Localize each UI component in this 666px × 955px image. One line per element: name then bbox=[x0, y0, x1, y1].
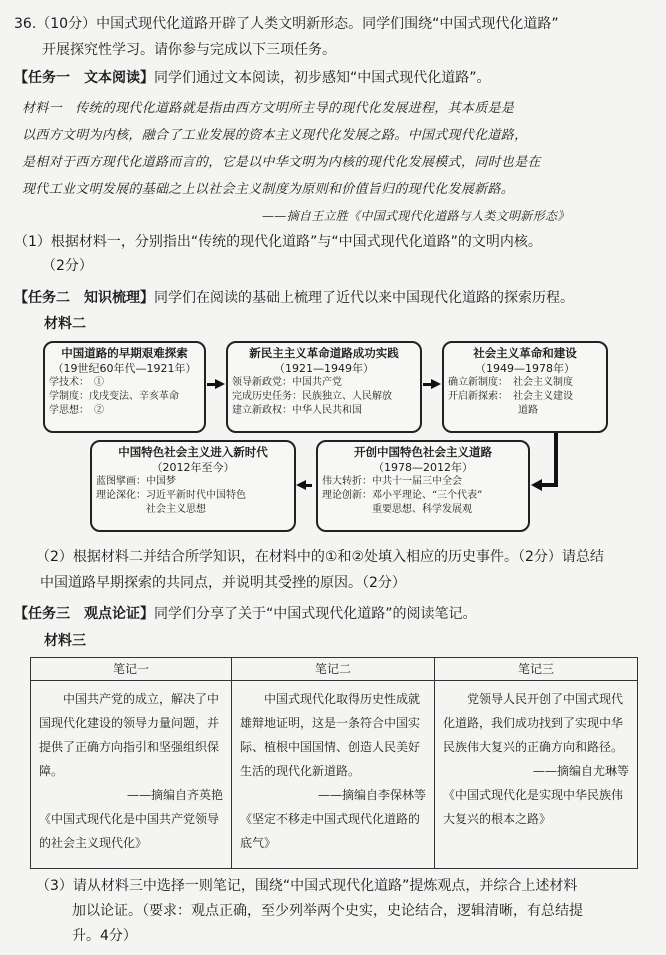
flow-box-row: 蓝图擘画：中国梦 bbox=[96, 476, 176, 487]
flow-box-period: （2012年至今） bbox=[151, 461, 235, 474]
arrowhead-left bbox=[531, 479, 542, 491]
question-36-intro-cont: 开展探究性学习。请你参与完成以下三项任务。 bbox=[42, 42, 336, 58]
flow-box-row: 理论深化：习近平新时代中国特色 bbox=[96, 490, 246, 501]
flow-box-row: 学思想： ② bbox=[49, 405, 104, 416]
flow-box-row: 学制度：戊戌变法、辛亥革命 bbox=[49, 391, 179, 402]
question-1-score: （2分） bbox=[42, 258, 93, 274]
material1-source: ——摘自王立胜《中国式现代化道路与人类文明新形态》 bbox=[262, 209, 570, 223]
flow-box-row: 开启新探索： 社会主义建设 bbox=[448, 391, 573, 402]
question-3: （3）请从材料三中选择一则笔记，围绕“中国式现代化道路”提炼观点，并综合上述材料 bbox=[36, 878, 578, 894]
flow-box-socialist-revolution bbox=[442, 341, 608, 433]
arrow-down-vertical bbox=[554, 433, 558, 486]
flow-box-row: 伟大转折：中共十一届三中全会 bbox=[322, 476, 462, 487]
task2-tag: 【任务二 知识梳理】 bbox=[14, 290, 154, 306]
flow-box-row: 社会主义思想 bbox=[96, 504, 206, 515]
question-36-intro: 36.（10分）中国式现代化道路开辟了人类文明新形态。同学们围绕“中国式现代化道路” bbox=[14, 16, 559, 32]
material1-line: 是相对于西方现代化道路而言的，它是以中华文明为内核的现代化发展模式，同时也是在 bbox=[22, 155, 541, 170]
flow-box-title: 新民主主义革命道路成功实践 bbox=[249, 346, 399, 360]
note-book: 《中国式现代化是实现中华民族伟大复兴的根本之路》 bbox=[443, 788, 624, 826]
note-body: 中国式现代化取得历史性成就雄辩地证明，这是一条符合中国实际、植根中国国情、创造人民美好生活的现代化新道路。 bbox=[240, 692, 421, 778]
note-cell bbox=[31, 681, 232, 869]
flow-box-socialism-chinese-characteristics bbox=[316, 440, 530, 532]
note-source: ——摘编自齐英艳 bbox=[126, 788, 223, 802]
flow-box-row: 完成历史任务：民族独立、人民解放 bbox=[232, 391, 392, 402]
task1-heading bbox=[14, 68, 491, 88]
note-cell bbox=[232, 681, 435, 869]
question-2-cont: 中国道路早期探索的共同点，并说明其受挫的原因。（2分） bbox=[40, 575, 406, 591]
note-header-cell bbox=[232, 658, 435, 681]
task3-heading bbox=[14, 604, 477, 624]
flow-box-period: （1921—1949年） bbox=[274, 362, 374, 375]
note-cell bbox=[435, 681, 638, 869]
task1-tag: 【任务一 文本阅读】 bbox=[14, 70, 154, 86]
arrow-left-horizontal bbox=[541, 483, 558, 487]
flow-box-row: 领导新政党：中国共产党 bbox=[232, 377, 342, 388]
question-3-cont2: 升。4分） bbox=[72, 928, 137, 944]
flow-box-row: 确立新制度： 社会主义制度 bbox=[448, 377, 573, 388]
flow-box-period: （19世纪60年代—1921年） bbox=[52, 362, 197, 375]
material2-label: 材料二 bbox=[44, 316, 86, 332]
question-2: （2）根据材料二并结合所学知识，在材料中的①和②处填入相应的历史事件。（2分）请总结 bbox=[36, 549, 604, 565]
arrowhead-right bbox=[215, 379, 225, 389]
task2-text: 同学们在阅读的基础上梳理了近代以来中国现代化道路的探索历程。 bbox=[154, 290, 574, 306]
note-header-cell bbox=[435, 658, 638, 681]
material3-label: 材料三 bbox=[44, 633, 86, 649]
flow-box-row: 重要思想、科学发展观 bbox=[322, 504, 472, 515]
task2-heading bbox=[14, 288, 574, 308]
flow-box-title: 中国特色社会主义进入新时代 bbox=[118, 445, 268, 459]
note-book: 《坚定不移走中国式现代化道路的底气》 bbox=[240, 812, 421, 850]
note-header: 笔记三 bbox=[517, 662, 554, 676]
flow-box-title: 开创中国特色社会主义道路 bbox=[354, 445, 492, 459]
material1-line: 材料一 传统的现代化道路就是指由西方文明所主导的现代化发展进程，其本质是是 bbox=[22, 101, 515, 116]
question-1: （1）根据材料一，分别指出“传统的现代化道路”与“中国式现代化道路”的文明内核。 bbox=[14, 234, 542, 250]
flow-box-period: （1949—1978年） bbox=[475, 362, 575, 375]
flow-box-row: 道路 bbox=[448, 405, 538, 416]
flow-box-new-era bbox=[90, 440, 296, 532]
task1-text: 同学们通过文本阅读，初步感知“中国式现代化道路”。 bbox=[154, 70, 491, 86]
material1-line: 以西方文明为内核，融合了工业发展的资本主义现代化发展之路。中国式现代化道路， bbox=[22, 128, 528, 143]
note-source: ——摘编自尤琳等 bbox=[532, 764, 629, 778]
flow-box-new-democratic-revolution bbox=[226, 341, 422, 433]
material1-line: 现代工业文明发展的基础之上以社会主义制度为原则和价值旨归的现代化发展新路。 bbox=[22, 182, 515, 197]
arrowhead-right bbox=[431, 379, 441, 389]
flow-box-early-exploration bbox=[43, 341, 206, 433]
note-body: 中国共产党的成立，解决了中国现代化建设的领导力量问题，并提供了正确方向指引和坚强组织保障。 bbox=[39, 692, 220, 778]
task3-text: 同学们分享了关于“中国式现代化道路”的阅读笔记。 bbox=[154, 606, 477, 622]
arrowhead-left bbox=[296, 480, 306, 490]
flow-box-row: 学技术： ① bbox=[49, 377, 104, 388]
note-book: 《中国式现代化是中国共产党领导的社会主义现代化》 bbox=[39, 812, 220, 850]
flow-box-period: （1978—2012年） bbox=[373, 461, 473, 474]
note-source: ——摘编自李保林等 bbox=[317, 788, 426, 802]
note-header: 笔记二 bbox=[314, 662, 351, 676]
flow-box-title: 社会主义革命和建设 bbox=[473, 346, 577, 360]
notes-table bbox=[30, 657, 638, 869]
flow-box-row: 理论创新：邓小平理论、“三个代表” bbox=[322, 490, 483, 501]
note-header: 笔记一 bbox=[112, 662, 149, 676]
flow-box-title: 中国道路的早期艰难探索 bbox=[61, 346, 188, 360]
task3-tag: 【任务三 观点论证】 bbox=[14, 606, 154, 622]
flow-box-row: 建立新政权：中华人民共和国 bbox=[232, 405, 362, 416]
question-3-cont: 加以论证。（要求：观点正确，至少列举两个史实，史论结合，逻辑清晰，有总结提 bbox=[72, 903, 583, 919]
note-header-cell bbox=[31, 658, 232, 681]
note-body: 党领导人民开创了中国式现代化道路，我们成功找到了实现中华民族伟大复兴的正确方向和路径。 bbox=[443, 692, 624, 754]
